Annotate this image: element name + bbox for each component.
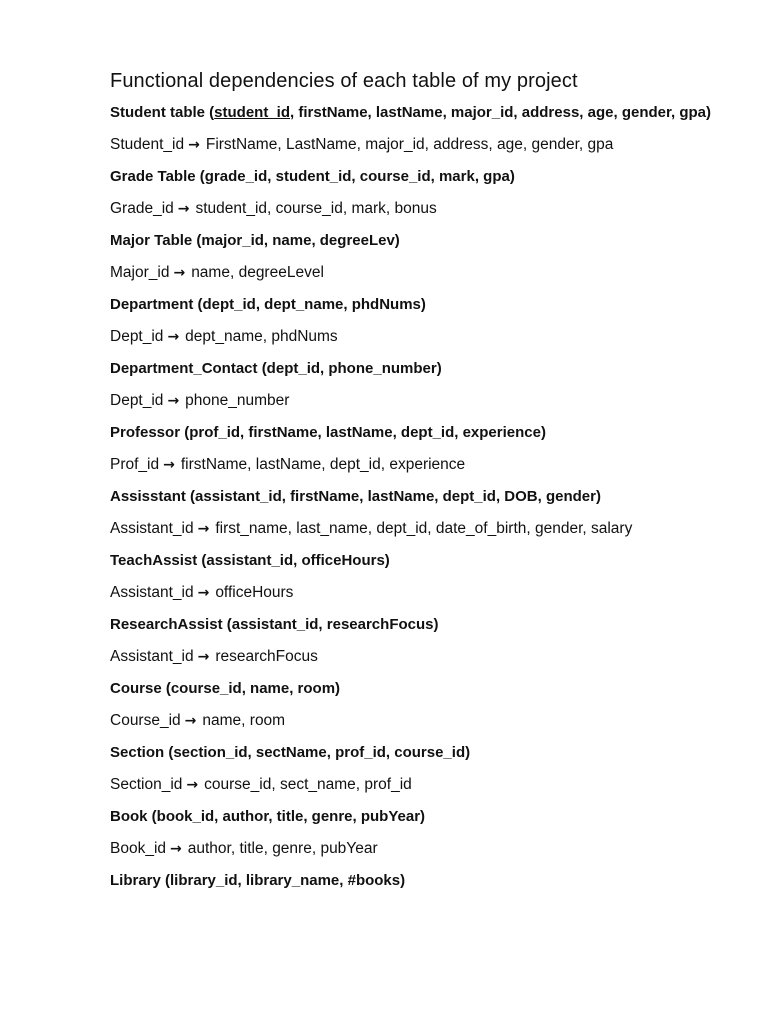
arrow-icon: →: [184, 713, 197, 729]
document-page: [110, 66, 730, 902]
fd-left: Course_id: [110, 712, 181, 729]
table-header: Department_Contact (dept_id, phone_number): [110, 360, 442, 377]
fd-left: Dept_id: [110, 392, 164, 409]
table-block: [110, 166, 730, 220]
fd-right: officeHours: [215, 584, 294, 601]
arrow-icon: →: [197, 521, 210, 537]
table-header: Library (library_id, library_name, #books): [110, 872, 406, 889]
table-block: [110, 422, 730, 476]
functional-dependency: [110, 262, 730, 284]
fd-left: Book_id: [110, 840, 167, 857]
fd-left: Major_id: [110, 264, 170, 281]
fd-right: first_name, last_name, dept_id, date_of_birth, gender, salary: [215, 520, 633, 537]
fd-right: name, degreeLevel: [191, 264, 324, 281]
table-header: Grade Table (grade_id, student_id, course_id, mark, gpa): [110, 168, 515, 185]
fd-right: firstName, lastName, dept_id, experience: [180, 456, 466, 473]
table-header: Course (course_id, name, room): [110, 680, 341, 697]
functional-dependency: [110, 774, 730, 796]
document-title: Functional dependencies of each table of my project: [110, 70, 578, 92]
fd-right: dept_name, phdNums: [185, 328, 338, 345]
table-header: Major Table (major_id, name, degreeLev): [110, 232, 400, 249]
fd-right: author, title, genre, pubYear: [187, 840, 378, 857]
arrow-icon: →: [188, 137, 200, 153]
arrow-icon: →: [177, 201, 190, 217]
functional-dependency: [110, 646, 730, 668]
table-block: [110, 486, 730, 540]
table-block: [110, 742, 730, 796]
fd-left: Assistant_id: [110, 520, 194, 537]
student-table-header: [110, 102, 730, 124]
student-fd: [110, 134, 730, 156]
table-header: Professor (prof_id, firstName, lastName, dept_id, experience): [110, 424, 546, 441]
arrow-icon: →: [163, 457, 175, 473]
arrow-icon: →: [170, 841, 182, 857]
fd-right: student_id, course_id, mark, bonus: [195, 200, 437, 217]
functional-dependency: [110, 198, 730, 220]
table-header: Department (dept_id, dept_name, phdNums): [110, 296, 426, 313]
arrow-icon: →: [197, 585, 210, 601]
functional-dependency: [110, 838, 730, 860]
fd-right: researchFocus: [215, 648, 318, 665]
arrow-icon: →: [173, 265, 186, 281]
table-block: [110, 806, 730, 860]
fd-right: course_id, sect_name, prof_id: [204, 776, 412, 793]
table-header: ResearchAssist (assistant_id, researchFocus): [110, 616, 439, 633]
table-header: Book (book_id, author, title, genre, pubYear): [110, 808, 426, 825]
arrow-icon: →: [167, 393, 180, 409]
table-header: TeachAssist (assistant_id, officeHours): [110, 552, 390, 569]
fd-right: FirstName, LastName, major_id, address, age, gender, gpa: [205, 136, 614, 153]
arrow-icon: →: [186, 777, 199, 793]
functional-dependency: [110, 582, 730, 604]
fd-left: Dept_id: [110, 328, 164, 345]
table-block: [110, 614, 730, 668]
student-header-rest: , firstName, lastName, major_id, address, age, gender, gpa): [290, 104, 711, 121]
student-header-prefix: Student table (: [110, 104, 215, 121]
fd-left: Student_id: [110, 136, 185, 153]
functional-dependency: [110, 518, 730, 540]
table-header: Assisstant (assistant_id, firstName, lastName, dept_id, DOB, gender): [110, 488, 601, 505]
table-block: [110, 230, 730, 284]
functional-dependency: [110, 454, 730, 476]
table-block: [110, 358, 730, 412]
arrow-icon: →: [197, 649, 210, 665]
table-block: [110, 678, 730, 732]
student-header-key: student_id: [214, 104, 291, 121]
table-sections: [110, 166, 730, 892]
table-block: [110, 550, 730, 604]
student-table-block: [110, 102, 730, 156]
arrow-icon: →: [167, 329, 180, 345]
functional-dependency: [110, 710, 730, 732]
fd-left: Section_id: [110, 776, 183, 793]
functional-dependency: [110, 390, 730, 412]
fd-left: Grade_id: [110, 200, 174, 217]
table-header: Section (section_id, sectName, prof_id, course_id): [110, 744, 471, 761]
fd-right: name, room: [202, 712, 286, 729]
table-block: [110, 870, 730, 892]
table-block: [110, 294, 730, 348]
functional-dependency: [110, 326, 730, 348]
fd-right: phone_number: [185, 392, 290, 409]
fd-left: Assistant_id: [110, 584, 194, 601]
fd-left: Prof_id: [110, 456, 160, 473]
fd-left: Assistant_id: [110, 648, 194, 665]
